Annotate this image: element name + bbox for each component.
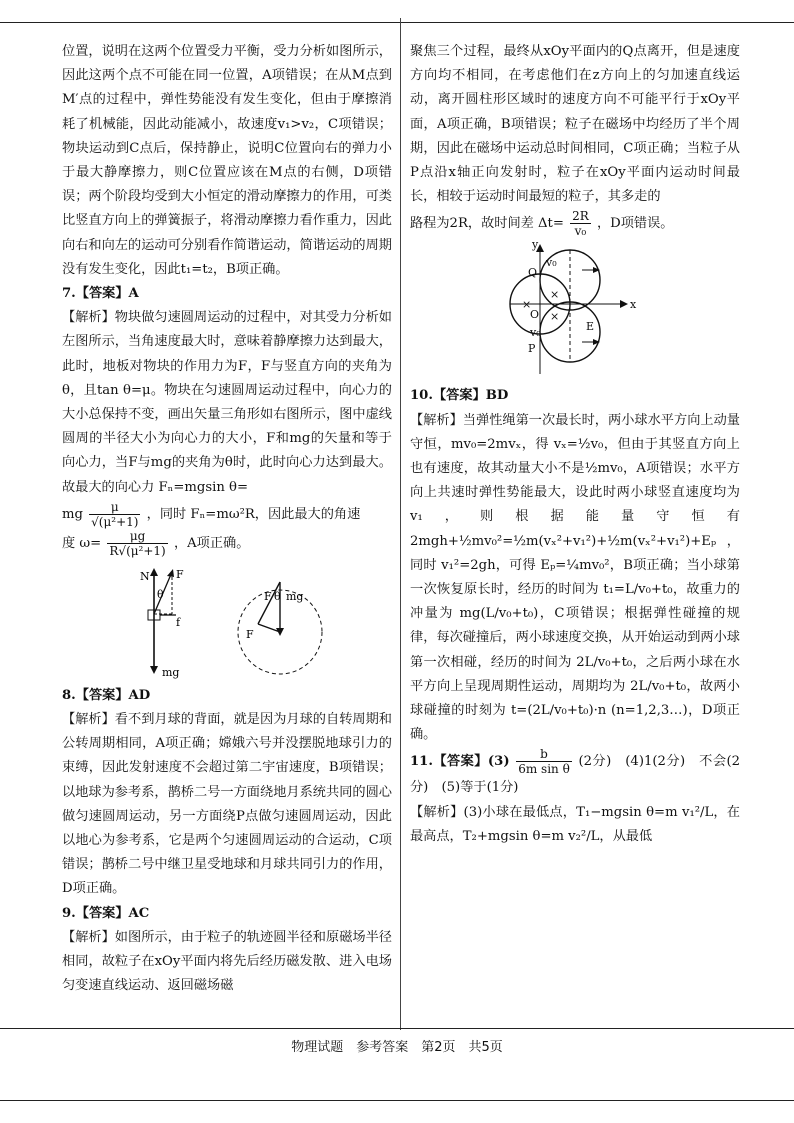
top-rule	[0, 22, 794, 23]
tri-label-mg: mg	[286, 589, 304, 603]
label-theta: θ	[157, 587, 164, 601]
tri-label-F: F	[264, 589, 272, 603]
point-O: O	[530, 308, 540, 322]
force-analysis-diagram	[140, 568, 184, 679]
axis-y-label: y	[532, 242, 539, 252]
q6-continuation: 位置，说明在这两个位置受力平衡，受力分析如图所示，因此这两个点不可能在同一位置，A项错误；在从M点到M′点的过程中，弹性势能没有发生变化，但由于摩擦消耗了机械能，因此动能减小，故速度v₁>v₂，C项错误；物块运动到C点后，保持静止，说明C位置向右的弹力小于最大静摩擦力，则C位置应该在M点的右侧，D项错误；两个阶段均受到大小恒定的滑动摩擦力的作用，可类比竖直方向上的弹簧振子，将滑动摩擦力看作重力，因此向右和向左的运动可分别看作简谐运动，简谐运动的周期没有发生变化，因此t₁=t₂，B项正确。	[62, 44, 392, 277]
q9-magnetic-field-diagram	[410, 242, 740, 380]
q7-fraction: $\frac{\mu}{\text{√(μ²+1)}}$	[91, 499, 139, 529]
q10-answer: 10.【答案】BD	[410, 388, 509, 404]
page-footer: 物理试题 参考答案 第2页 共5页	[291, 1040, 503, 1055]
q7-omega-line: 度 ω= $\frac{\mu g}{\text{R√(μ²+1)}}$ ，A项正确。	[62, 528, 250, 558]
vector-triangle-diagram	[238, 582, 322, 674]
q7-omega-fraction: $\frac{\mu g}{\text{R√(μ²+1)}}$	[109, 528, 166, 558]
q10-analysis: 【解析】当弹性绳第一次最长时，两小球水平方向上动量守恒，mv₀=2mvₓ，得 vₓ=½v₀，但由于其竖直方向上也有速度，故其动量大小不是½mv₀，A项错误；水平方向上共速时弹性势能最大，设此时两小球竖直速度均为v₁，则根据能量守恒有 2mgh+½mv₀²=½m(vₓ²+v₁²)+½m(vₓ²+v₁²)+Eₚ，同时 v₁²=2gh，可得 Eₚ=¼mv₀²，B项正确；当小球第一次恢复原长时，经历的时间为 t₁=L/v₀+t₀，故重力的冲量为 mg(L/v₀+t₀)，C项错误；根据弹性碰撞的规律，每次碰撞后，两小球速度交换，从开始运动到两小球第一次相碰，经历的时间为 2L/v₀+t₀，之后两小球在水平方向上呈现周期性运动，周期均为 2L/v₀+t₀，故两小球碰撞的时刻为 t=(2L/v₀+t₀)·n (n=1,2,3…)，D项正确。	[410, 412, 740, 743]
label-f: f	[176, 615, 181, 629]
svg-text:×: ×	[522, 298, 532, 312]
label-F: F	[176, 567, 184, 581]
q9-end-line: 路程为2R，故时间差 Δt= $\frac{2R}{\text{v₀}}$ ，D项错误。	[410, 209, 674, 239]
q8-answer: 8.【答案】AD	[62, 687, 151, 703]
field-E: E	[586, 320, 595, 334]
q7-force-diagrams	[62, 562, 392, 680]
tri-label-F2: F	[246, 627, 254, 641]
q7-formula-line: mg $\frac{\mu}{\text{√(μ²+1)}}$ ，同时 Fₙ=mω²R，因此最大的角速	[62, 499, 361, 529]
label-mg: mg	[162, 665, 180, 679]
point-P: P	[528, 342, 536, 356]
q8-analysis: 【解析】看不到月球的背面，就是因为月球的自转周期和公转周期相同，A项正确；嫦娥六号并没摆脱地球引力的束缚，因此发射速度不会超过第二宇宙速度，B项错误；以地球为参考系，鹊桥二号一方面绕地月系统共同的圆心做匀速圆周运动，另一方面绕P点做匀速圆周运动，因此以地心为参考系，它是两个匀速圆周运动的合运动，C项错误；鹊桥二号中继卫星受地球和月球共同引力的作用，D项正确。	[62, 712, 392, 897]
axis-x-label: x	[630, 298, 637, 312]
svg-text:×: ×	[550, 288, 560, 302]
q9-continuation: 聚焦三个过程，最终从xOy平面内的Q点离开，但是速度方向均不相同，在考虑他们在z方向上的匀加速直线运动，离开圆柱形区域时的速度方向不可能平行于xOy平面，A项正确，B项错误；粒子在磁场中均经历了半个周期，因此在磁场中运动总时间相同，C项正确；当粒子从P点沿x轴正向发射时，粒子在xOy平面内运动时间最长，相较于运动时间最短的粒子，其多走的	[410, 44, 740, 205]
q11-fraction: $\frac{b}{\text{6m sin θ}}$	[518, 747, 570, 777]
q9-answer: 9.【答案】AC	[62, 905, 150, 921]
q7-analysis: 【解析】物块做匀速圆周运动的过程中，对其受力分析如左图所示，当角速度最大时，意味着静摩擦力达到最大，此时，地板对物块的作用力为F，F与竖直方向的夹角为θ，且tan θ=μ。物块在匀速圆周运动过程中，向心力的大小总保持不变，画出矢量三角形如右图所示，图中虚线圆周的半径大小为向心力的大小，F和mg的矢量和等于向心力，当F与mg的夹角为θ时，此时向心力达到最大。故最大的向心力 Fₙ=mgsin θ=	[62, 310, 392, 495]
column-divider	[400, 18, 401, 1030]
tri-label-theta: θ	[274, 589, 281, 603]
label-N: N	[140, 569, 150, 583]
q11-answer: 11.【答案】(3) $\frac{b}{\text{6m sin θ}}$ (2分) (4)1(2分) 不会(2分) (5)等于(1分)	[410, 747, 740, 796]
velocity-v0-top: v₀	[546, 256, 557, 270]
svg-text:×: ×	[550, 310, 560, 324]
q11-analysis: 【解析】(3)小球在最低点，T₁−mgsin θ=m v₁²/L，在最高点，T₂+mgsin θ=m v₂²/L，从最低	[410, 804, 740, 844]
velocity-v0-bottom: v₀	[530, 326, 541, 340]
left-column	[62, 40, 392, 999]
bottom-rule	[0, 1100, 794, 1101]
q7-answer: 7.【答案】A	[62, 286, 139, 302]
q9-analysis: 【解析】如图所示，由于粒子的轨迹圆半径和原磁场半径相同，故粒子在xOy平面内将先后经历磁发散、进入电场匀变速直线运动、返回磁场磁	[62, 929, 392, 994]
point-Q: Q	[528, 266, 538, 280]
right-column	[410, 40, 740, 849]
footer-rule	[0, 1028, 794, 1029]
q9-fraction: $\frac{2R}{\text{v₀}}$	[572, 209, 589, 239]
